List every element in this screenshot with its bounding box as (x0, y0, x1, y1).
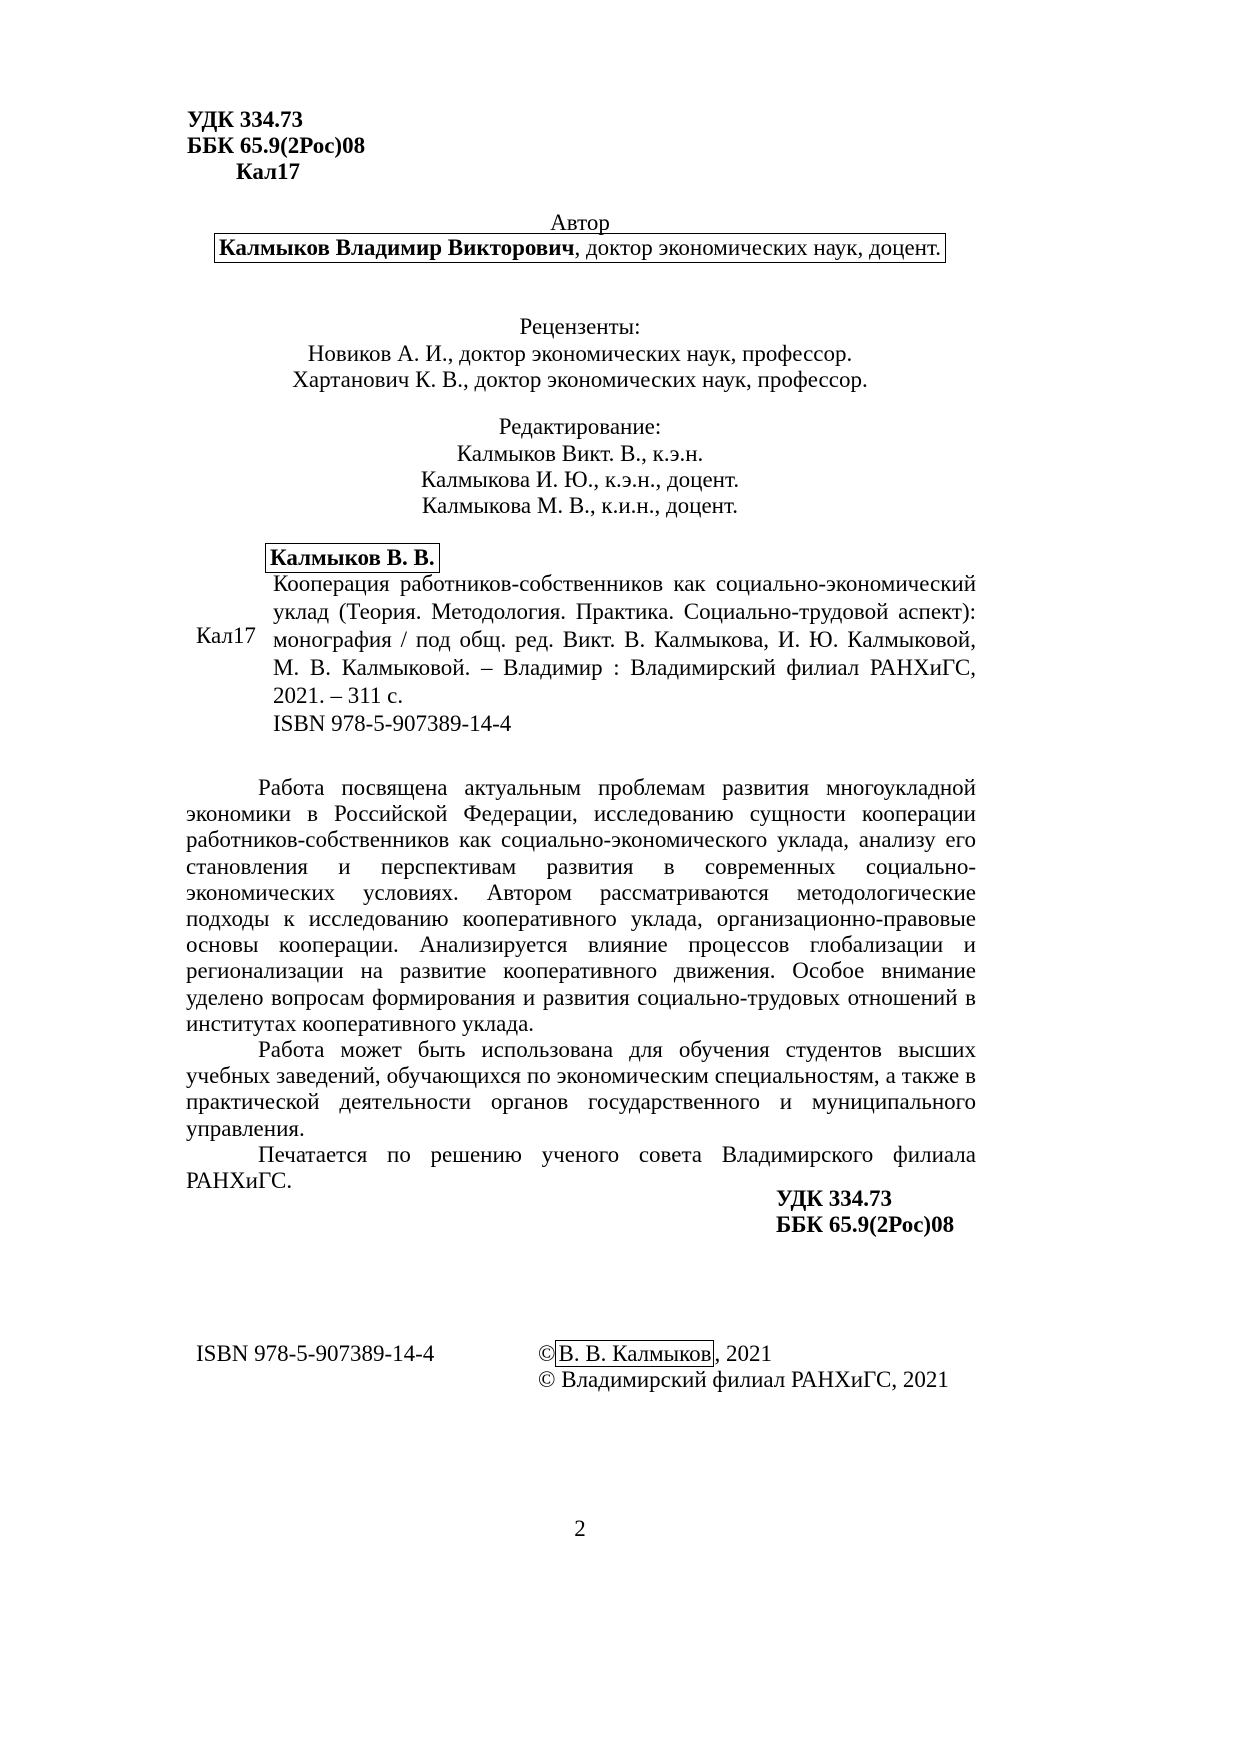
page-number: 2 (574, 1516, 586, 1541)
abstract-paragraph: Работа может быть использована для обучения студентов высших учебных заведений, обучающихся по экономическим специальностям, а также в практической деятельности органов государственного и муниципального управления. (186, 1037, 976, 1141)
bibliography-line: уклад (Теория. Методология. Практика. Социально-трудовой аспект): (273, 599, 976, 624)
bbk-code: ББК 65.9(2Рос)08 (187, 133, 366, 158)
copyright-author: В. В. Калмыков (555, 1340, 714, 1367)
editor-item: Калмыков Викт. В., к.э.н. (456, 441, 704, 466)
bibliography-line: М. В. Калмыковой. – Владимир : Владимирский филиал РАНХиГС, (273, 655, 976, 680)
editor-item: Калмыкова И. Ю., к.э.н., доцент. (420, 467, 740, 492)
copyright-author-line (538, 1340, 772, 1368)
author-credentials: , доктор экономических наук, доцент. (574, 235, 942, 260)
author-line (214, 233, 946, 263)
reviewer-item: Хартанович К. В., доктор экономических наук, профессор. (292, 367, 868, 392)
bibliography-heading: Калмыков В. В. (265, 543, 440, 573)
isbn: ISBN 978-5-907389-14-4 (196, 1341, 435, 1366)
bibliography-record (273, 570, 976, 738)
copyright-author-year: , 2021 (714, 1341, 772, 1366)
editor-item: Калмыкова М. В., к.и.н., доцент. (421, 493, 739, 518)
reviewer-item: Новиков А. И., доктор экономических наук, профессор. (307, 341, 853, 366)
copyright-org: © Владимирский филиал РАНХиГС, 2021 (538, 1367, 949, 1392)
author-mark: Кал17 (236, 159, 300, 184)
editing-label: Редактирование: (498, 414, 662, 439)
author-label: Автор (550, 210, 610, 235)
bibliography-isbn: ISBN 978-5-907389-14-4 (273, 711, 512, 736)
copyright-symbol: © (538, 1341, 556, 1366)
footer-udk-code: УДК 334.73 (776, 1186, 893, 1211)
udk-code: УДК 334.73 (187, 107, 304, 132)
bibliography-line: 2021. – 311 с. (273, 683, 404, 708)
bibliography-mark: Кал17 (196, 623, 256, 648)
reviewers-label: Рецензенты: (519, 314, 641, 339)
abstract-paragraph: Печатается по решению ученого совета Владимирского филиала РАНХиГС. (186, 1141, 976, 1194)
abstract (186, 775, 976, 1194)
bibliography-line: монография / под общ. ред. Викт. В. Калмыкова, И. Ю. Калмыковой, (273, 627, 976, 652)
footer-bbk-code: ББК 65.9(2Рос)08 (776, 1212, 955, 1237)
author-name: Калмыков Владимир Викторович (219, 235, 575, 260)
bibliography-line: Кооперация работников-собственников как социально-экономический (273, 571, 976, 596)
abstract-paragraph: Работа посвящена актуальным проблемам развития многоукладной экономики в Российской Федерации, исследованию сущности кооперации работников-собственников как социально-экономического уклада, анализу его становления и перспективам развития в современных социально-экономических условиях. Автором рассматриваются методологические подходы к исследованию кооперативного уклада, организационно-правовые основы кооперации. Анализируется влияние процессов глобализации и регионализации на развитие кооперативного движения. Особое внимание уделено вопросам формирования и развития социально-трудовых отношений в институтах кооперативного уклада. (186, 775, 976, 1036)
